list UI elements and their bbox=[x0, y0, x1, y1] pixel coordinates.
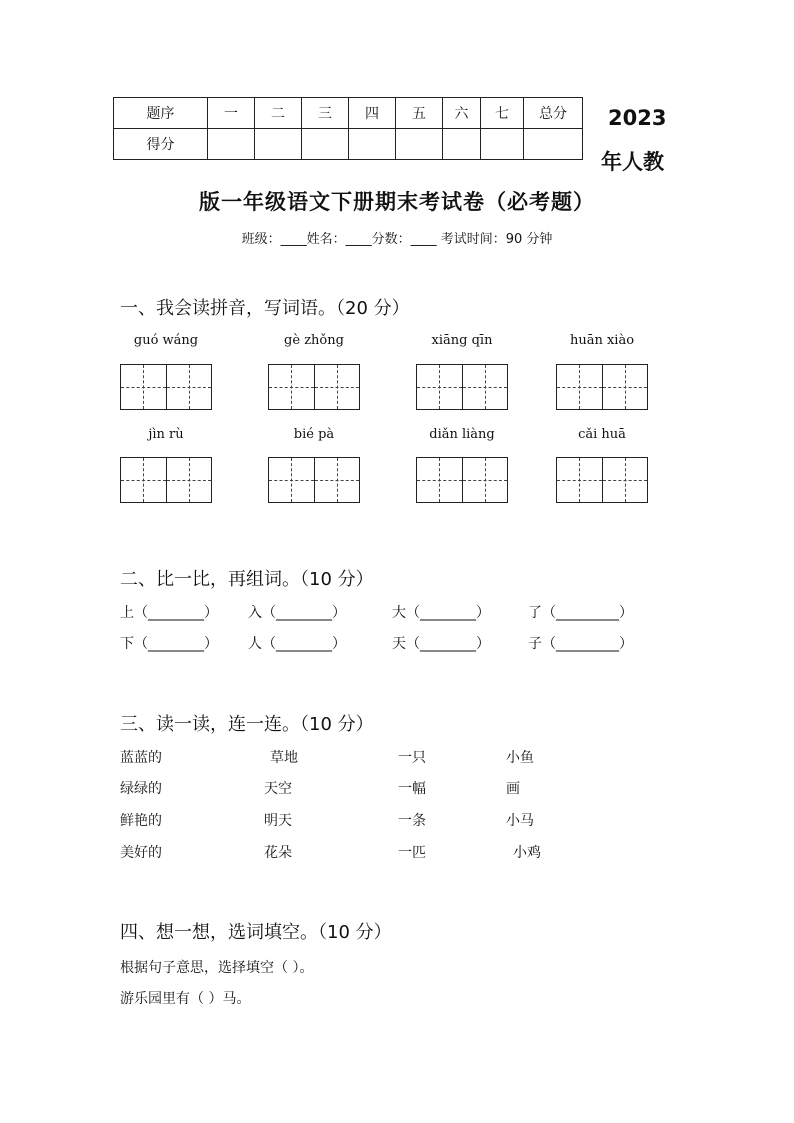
pinyin-label: guó wáng bbox=[133, 333, 199, 348]
compare-item[interactable]: 下（________） bbox=[120, 636, 218, 652]
writing-grid[interactable] bbox=[268, 457, 360, 503]
score-cell[interactable] bbox=[255, 129, 302, 160]
score-cell[interactable] bbox=[302, 129, 349, 160]
pinyin-label: jìn rù bbox=[148, 427, 184, 442]
pinyin-label: gè zhǒng bbox=[284, 333, 344, 348]
score-col-header: 六 bbox=[443, 98, 481, 129]
section4-heading: 四、想一想，选词填空。（10 分） bbox=[120, 922, 392, 943]
score-col-header: 四 bbox=[349, 98, 396, 129]
compare-item[interactable]: 入（________） bbox=[248, 605, 346, 621]
compare-item[interactable]: 上（________） bbox=[120, 605, 218, 621]
match-word[interactable]: 美好的 bbox=[120, 845, 162, 861]
match-word[interactable]: 鲜艳的 bbox=[120, 813, 162, 829]
score-table-label: 题序 bbox=[114, 98, 208, 129]
score-table-header-row bbox=[114, 98, 583, 129]
match-word[interactable]: 花朵 bbox=[264, 845, 292, 861]
compare-item[interactable]: 天（________） bbox=[392, 636, 490, 652]
match-word[interactable]: 明天 bbox=[264, 813, 292, 829]
score-col-header: 总分 bbox=[524, 98, 583, 129]
score-cell[interactable] bbox=[349, 129, 396, 160]
section1-heading: 一、我会读拼音，写词语。（20 分） bbox=[120, 298, 410, 319]
score-cell[interactable] bbox=[481, 129, 524, 160]
exam-year: 2023 bbox=[608, 106, 667, 130]
match-word[interactable]: 一匹 bbox=[398, 845, 426, 861]
score-col-header: 三 bbox=[302, 98, 349, 129]
compare-item[interactable]: 了（_________） bbox=[528, 605, 633, 621]
fill-blank-sentence[interactable]: 游乐园里有（ ）马。 bbox=[120, 991, 251, 1007]
match-word[interactable]: 一只 bbox=[398, 750, 426, 766]
score-col-header: 一 bbox=[208, 98, 255, 129]
match-word[interactable]: 小鱼 bbox=[506, 750, 534, 766]
pinyin-label: diǎn liàng bbox=[429, 427, 495, 442]
writing-grid[interactable] bbox=[556, 364, 648, 410]
score-cell[interactable] bbox=[443, 129, 481, 160]
compare-item[interactable]: 人（________） bbox=[248, 636, 346, 652]
match-word[interactable]: 画 bbox=[506, 781, 520, 797]
exam-publisher: 年人教 bbox=[601, 150, 664, 174]
pinyin-label: xiāng qīn bbox=[431, 333, 493, 348]
match-word[interactable]: 蓝蓝的 bbox=[120, 750, 162, 766]
score-cell[interactable] bbox=[208, 129, 255, 160]
compare-item[interactable]: 子（_________） bbox=[528, 636, 633, 652]
match-word[interactable]: 绿绿的 bbox=[120, 781, 162, 797]
score-col-header: 七 bbox=[481, 98, 524, 129]
score-cell[interactable] bbox=[524, 129, 583, 160]
writing-grid[interactable] bbox=[268, 364, 360, 410]
match-word[interactable]: 一条 bbox=[398, 813, 426, 829]
score-cell[interactable] bbox=[396, 129, 443, 160]
match-word[interactable]: 小鸡 bbox=[513, 845, 541, 861]
match-word[interactable]: 小马 bbox=[506, 813, 534, 829]
score-col-header: 五 bbox=[396, 98, 443, 129]
pinyin-label: cǎi huā bbox=[578, 427, 626, 442]
section4-instruction: 根据句子意思，选择填空（ ）。 bbox=[120, 960, 314, 976]
section3-heading: 三、读一读，连一连。（10 分） bbox=[120, 714, 374, 735]
pinyin-label: huān xiào bbox=[569, 333, 635, 348]
student-info-line: 班级：____姓名：____分数：____ 考试时间：90 分钟 bbox=[241, 232, 553, 247]
score-col-header: 二 bbox=[255, 98, 302, 129]
match-word[interactable]: 草地 bbox=[270, 750, 298, 766]
writing-grid[interactable] bbox=[556, 457, 648, 503]
section2-heading: 二、比一比，再组词。（10 分） bbox=[120, 569, 374, 590]
score-table-label: 得分 bbox=[114, 129, 208, 160]
score-table bbox=[113, 97, 583, 160]
compare-item[interactable]: 大（________） bbox=[392, 605, 490, 621]
score-table-score-row bbox=[114, 129, 583, 160]
writing-grid[interactable] bbox=[416, 364, 508, 410]
match-word[interactable]: 天空 bbox=[264, 781, 292, 797]
match-word[interactable]: 一幅 bbox=[398, 781, 426, 797]
writing-grid[interactable] bbox=[120, 457, 212, 503]
writing-grid[interactable] bbox=[120, 364, 212, 410]
pinyin-label: bié pà bbox=[293, 427, 335, 442]
writing-grid[interactable] bbox=[416, 457, 508, 503]
page-title: 版一年级语文下册期末考试卷（必考题） bbox=[199, 190, 595, 214]
